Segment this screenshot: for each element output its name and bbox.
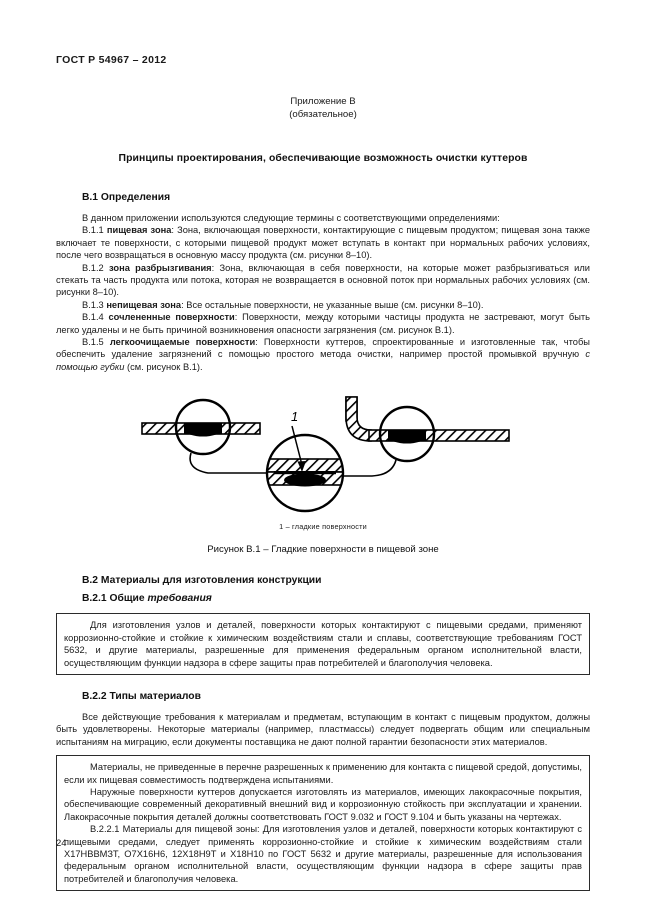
def-number: В.1.3 <box>82 299 104 310</box>
def-text-tail: (см. рисунок В.1). <box>124 361 203 372</box>
def-number: В.1.1 <box>82 225 104 236</box>
def-italic-text: с помощью губки <box>56 349 590 372</box>
annex-status: (обязательное) <box>289 108 357 120</box>
b2-2-paragraph: Все действующие требования к материалам и предметам, вступающим в контакт с пищевым продуктом, должны быть удовлетворены. Некоторые материалы (например, пластмассы) следует подвергать общим или специальным испытаниям на миграцию, если документы поставщика не дают полной гарантии безопасности этих материалов. <box>56 711 590 747</box>
smooth-surfaces-diagram <box>124 395 522 513</box>
framed-note-materials-text: Для изготовления узлов и деталей, поверхности которых контактируют с пищевыми средами, применяют коррозионно-стойкие и стойкие к химическим воздействиям стали и сплавы, соответствующие требованиям ГОСТ 5632, и другие материалы, разрешенные для применения федеральным органом исполнительной власти, осуществляющим функции надзора в сфере защиты прав потребителей и благополучия человека. <box>64 620 582 668</box>
magnified-smooth-joint <box>264 435 346 511</box>
definition-b1-3 <box>56 299 590 311</box>
figure-b1 <box>56 395 590 555</box>
annex-title: Принципы проектирования, обеспечивающие возможность очистки куттеров <box>118 153 528 164</box>
def-number: В.1.4 <box>82 312 104 323</box>
section-heading-b2: В.2 Материалы для изготовления конструкции <box>82 575 322 587</box>
figure-caption: Рисунок В.1 – Гладкие поверхности в пищевой зоне <box>207 544 439 556</box>
annex-label: Приложение В <box>290 96 356 107</box>
annex-label-block <box>56 96 590 121</box>
figure-key: 1 – гладкие поверхности <box>279 522 367 532</box>
heading-italic-part: требования <box>147 593 212 605</box>
def-text: : Поверхности, между которыми частицы продукта не застревают, могут быть легко удалены и не быть причиной возникновения опасности загрязнения (см. рисунок В.1). <box>56 312 590 335</box>
definition-b1-4 <box>56 311 590 336</box>
definition-b1-5 <box>56 336 590 373</box>
framed-note-paragraph-3: В.2.2.1 Материалы для пищевой зоны: Для изготовления узлов и деталей, поверхности которых контактируют с пищевыми средами, следует применять коррозионно-стойкие и стойкие к химическим воздействиям стали Х17НВВМЗТ, О7Х16Н6, 12Х18Н9Т и Х18Н10 по ГОСТ 5632 и другие материалы, разрешенные для использования федеральным органом исполнительной власти, осуществляющим функции надзора в сфере защиты прав потребителей и благополучия человека. <box>64 824 582 884</box>
standard-id-header: ГОСТ Р 54967 – 2012 <box>56 54 167 66</box>
framed-note-paragraph-2: Наружные поверхности куттеров допускается изготовлять из материалов, имеющих лакокрасочные покрытия, обеспечивающие современный декоративный внешний вид и коррозионную стойкость при эксплуатации и хранении. Лакокрасочные покрытия деталей должны соответствовать ГОСТ 9.032 и ГОСТ 9.104 и быть указаны на чертежах. <box>64 786 582 822</box>
def-term: легкоочищаемые поверхности <box>109 337 256 348</box>
framed-note-materials <box>56 613 590 675</box>
heading-plain-part: В.2.1 Общие <box>82 593 148 605</box>
def-term: зона разбрызгивания <box>109 262 212 273</box>
framed-note-paragraph-1: Материалы, не приведенные в перечне разрешенных к применению для контакта с пищевой средой, допустимы, если их пищевая совместимость подтверждена испытаниями. <box>64 762 582 785</box>
section-heading-b1: В.1 Определения <box>82 192 171 203</box>
page-number: 24 <box>56 838 67 849</box>
definition-b1-2 <box>56 262 590 299</box>
callout-number-label: 1 <box>291 409 299 425</box>
def-number: В.1.5 <box>82 337 104 348</box>
section-heading-b2-2: В.2.2 Типы материалов <box>82 690 201 702</box>
def-text: : Все остальные поверхности, не указанные выше (см. рисунки 8–10). <box>181 299 484 310</box>
definitions-group <box>56 212 590 373</box>
def-text: : Зона, включающая поверхности, контактирующие с пищевым продуктом; пищевая зона также включает те поверхности, с которыми пищевой продукт может вступать в контакт при нормальных рабочих условиях, после чего возвращаться в основную массу продукта (см. рисунки 8–10). <box>56 225 590 261</box>
section-heading-b2-1 <box>82 593 590 604</box>
def-term: сочлененные поверхности <box>108 312 235 323</box>
def-number: В.1.2 <box>82 262 104 273</box>
def-text: : Поверхности куттеров, спроектированные и изготовленные так, чтобы обеспечить удаление загрязнений с помощью простого метода очистки, например простой промывкой вручную <box>56 337 590 360</box>
page-content <box>56 54 590 891</box>
def-term: пищевая зона <box>106 225 172 236</box>
def-term: непищевая зона <box>106 299 182 310</box>
definition-b1-1 <box>56 224 590 261</box>
b1-intro-paragraph: В данном приложении используются следующие термины с соответствующими определениями: <box>82 213 500 223</box>
def-text: : Зона, включающая в себя поверхности, на которые может разбрызгиваться или стекать та часть продукта или потока, которая не возвращается в основной поток при нормальных рабочих условиях (см. рисунки 8–10). <box>56 262 590 298</box>
right-bracket-assembly <box>346 397 509 461</box>
framed-note-material-types <box>56 755 590 891</box>
left-plate-assembly <box>142 400 260 454</box>
